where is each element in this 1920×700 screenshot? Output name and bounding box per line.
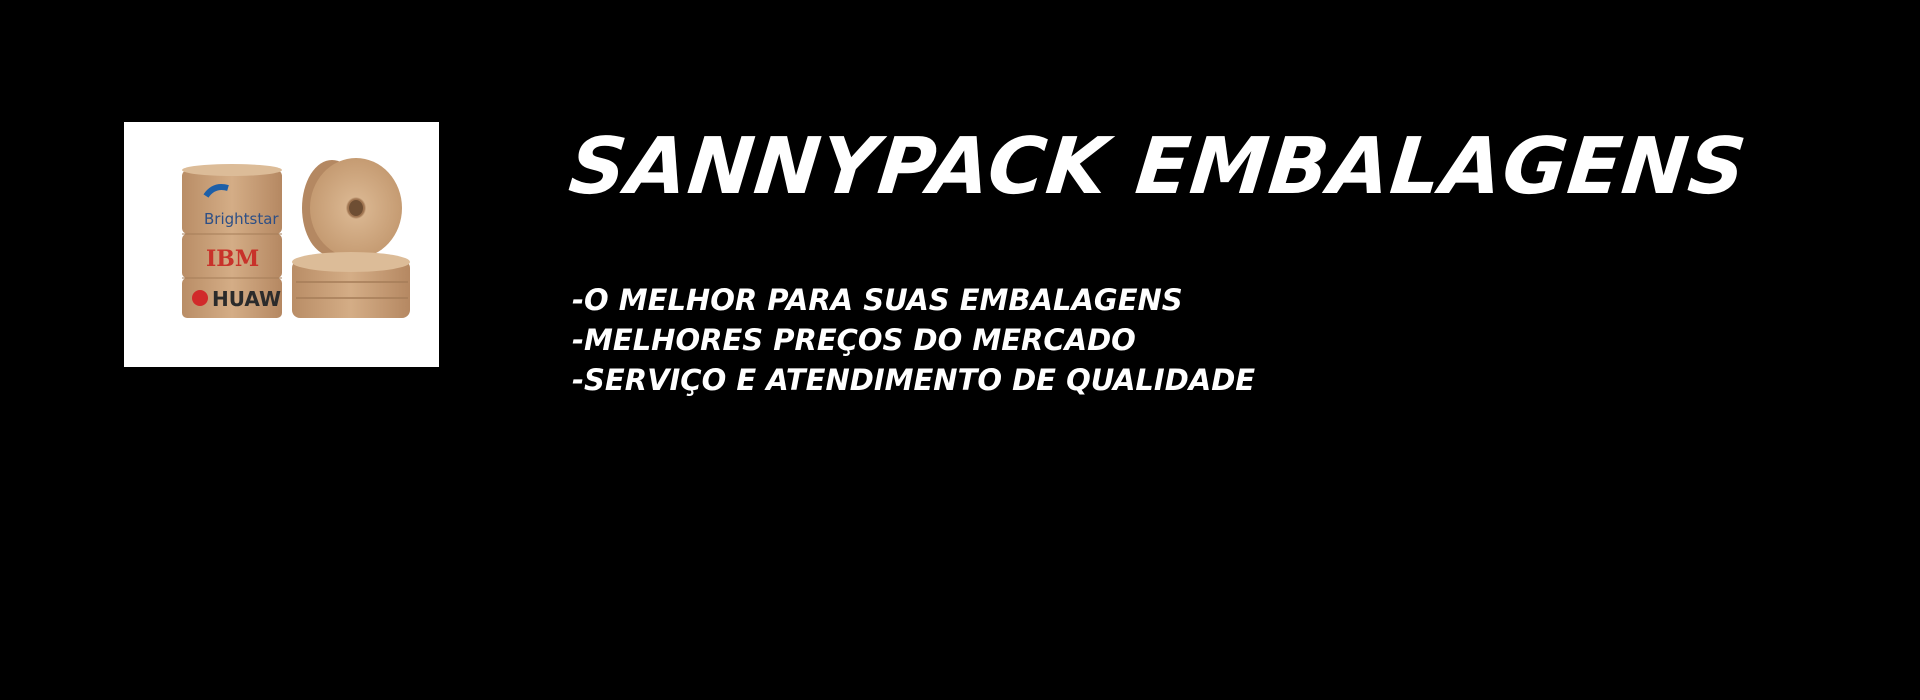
product-photo: [124, 122, 439, 367]
tagline-item: -O MELHOR PARA SUAS EMBALAGENS: [572, 283, 1183, 317]
brand-label-ibm: IBM: [206, 246, 260, 272]
tape-roll-plain-bottom: [292, 252, 410, 318]
tagline-list: [572, 280, 1255, 400]
tape-roll-plain-front: [302, 158, 402, 258]
tape-roll-huawei: [182, 278, 282, 318]
headline: SANNYPACK EMBALAGENS: [565, 122, 1751, 212]
tagline-item: -MELHORES PREÇOS DO MERCADO: [572, 323, 1136, 357]
tape-roll-ibm: [182, 234, 282, 278]
brand-label-brightstar: Brightstar: [204, 210, 279, 228]
tagline-item: -SERVIÇO E ATENDIMENTO DE QUALIDADE: [572, 363, 1256, 397]
tape-roll-brightstar: [182, 164, 282, 234]
brand-label-huawei: HUAW: [212, 287, 282, 311]
huawei-logo-icon: [192, 290, 208, 306]
